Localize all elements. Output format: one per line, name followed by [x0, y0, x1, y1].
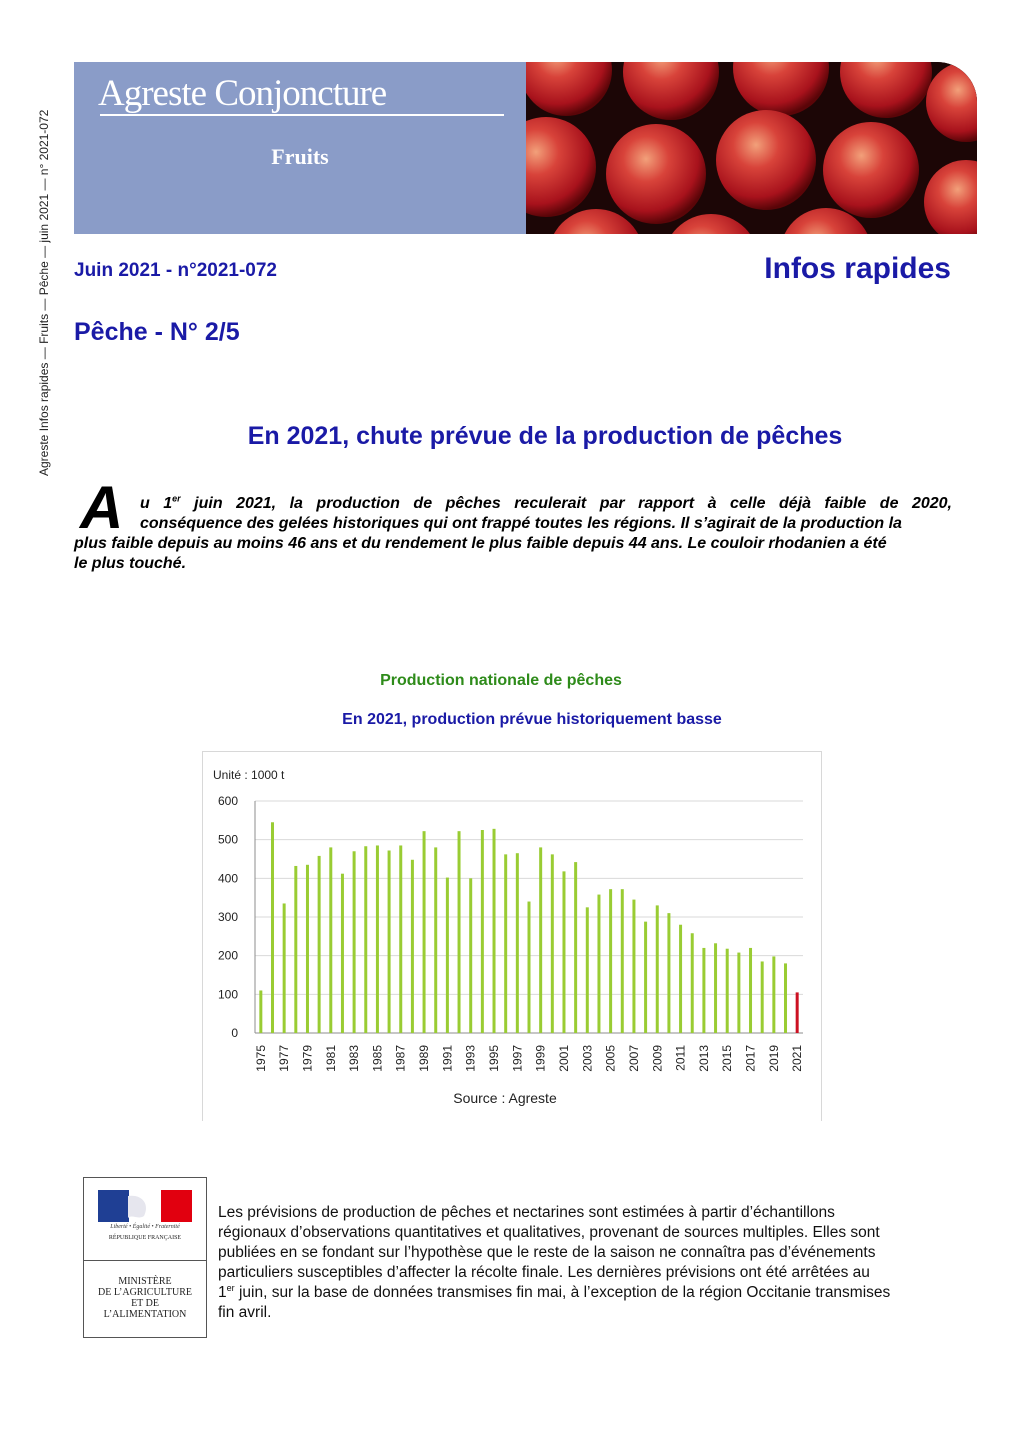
x-tick-label: 1975: [253, 1045, 268, 1072]
issue-date: Juin 2021 - n°2021-072: [74, 260, 277, 281]
x-tick-label: 2021: [790, 1045, 805, 1072]
x-tick-label: 1997: [510, 1045, 525, 1072]
lead-line: plus faible depuis au moins 46 ans et du rendement le plus faible depuis 44 ans. Le couloir rhodanien a été: [74, 535, 887, 552]
bar-1995: [493, 829, 496, 1033]
bar-1985: [376, 845, 379, 1033]
x-tick-label: 2009: [650, 1045, 665, 1072]
ministry-line: MINISTÈRE: [118, 1276, 172, 1287]
bar-2018: [761, 961, 764, 1033]
bar-2016: [737, 953, 740, 1033]
x-tick-label: 2011: [673, 1045, 688, 1071]
x-tick-label: 2019: [766, 1045, 781, 1072]
bar-1983: [353, 851, 356, 1033]
x-tick-label: 1993: [463, 1045, 478, 1072]
bar-1981: [329, 847, 332, 1033]
x-tick-label: 1981: [323, 1045, 338, 1072]
bar-1996: [504, 854, 507, 1033]
bar-2012: [691, 933, 694, 1033]
chart-title: Production nationale de pêches: [380, 672, 622, 689]
bar-2006: [621, 889, 624, 1033]
brand-title: Agreste Conjoncture: [98, 73, 387, 114]
bar-1991: [446, 878, 449, 1033]
y-tick-label: 500: [217, 832, 238, 847]
bar-1992: [458, 831, 461, 1033]
ministry-line: DE L’AGRICULTURE: [98, 1287, 192, 1298]
note-line: publiées en se fondant sur l’hypothèse que le reste de la saison ne connaîtra pas d’événements: [218, 1244, 876, 1261]
bar-2017: [749, 948, 752, 1033]
bar-2008: [644, 922, 647, 1033]
bar-2000: [551, 854, 554, 1033]
note-line: particuliers susceptibles d’affecter la récolte finale. Les dernières prévisions ont été arrêtées au: [218, 1264, 870, 1281]
masthead-title-panel: [74, 62, 526, 234]
marianne-flag-icon: [98, 1190, 192, 1222]
logo-republic: RÉPUBLIQUE FRANÇAISE: [108, 1235, 182, 1241]
masthead-banner: [74, 62, 977, 234]
bar-2003: [586, 907, 589, 1033]
bar-1984: [364, 846, 367, 1033]
bar-1975: [259, 990, 262, 1033]
bar-2020: [784, 963, 787, 1033]
lead-text: juin 2021, la production de pêches reculerait par rapport à celle déjà faible de 2020,: [180, 495, 952, 512]
note-line: régionaux d’observations quantitatives et qualitatives, provenant de sources multiples. Elles sont: [218, 1224, 880, 1241]
y-tick-label: 400: [217, 871, 238, 886]
bar-1979: [306, 865, 309, 1033]
bar-1977: [283, 903, 286, 1033]
y-tick-label: 200: [217, 948, 238, 963]
y-tick-label: 100: [217, 987, 238, 1002]
bar-2005: [609, 889, 612, 1033]
bar-1990: [434, 847, 437, 1033]
y-tick-label: 0: [231, 1026, 238, 1040]
y-tick-label: 300: [217, 910, 238, 924]
bar-2001: [562, 871, 565, 1033]
peaches-photo: [526, 62, 977, 234]
series-number: Pêche - N° 2/5: [74, 318, 240, 346]
bar-1989: [423, 831, 426, 1033]
bar-2007: [632, 900, 635, 1033]
note-line: fin avril.: [218, 1304, 272, 1321]
lead-line: conséquence des gelées historiques qui ont frappé toutes les régions. Il s’agirait de la production la: [140, 515, 902, 532]
peaches-photo-graphic: [526, 62, 977, 234]
x-tick-label: 1977: [277, 1045, 292, 1072]
bar-2011: [679, 925, 682, 1033]
bar-1976: [271, 822, 274, 1033]
publication-type: Infos rapides: [764, 252, 951, 285]
x-tick-label: 2013: [696, 1045, 711, 1072]
x-tick-label: 1999: [533, 1045, 548, 1072]
x-tick-label: 2007: [626, 1045, 641, 1072]
x-tick-label: 2015: [720, 1045, 735, 1072]
bar-2014: [714, 943, 717, 1033]
bar-1987: [399, 845, 402, 1033]
chart-subtitle: En 2021, production prévue historiquement basse: [342, 711, 722, 728]
chart-unit-label: Unité : 1000 t: [213, 768, 285, 782]
bar-2010: [667, 913, 670, 1033]
methodology-note: [218, 1203, 963, 1323]
bar-1993: [469, 878, 472, 1033]
chart-frame: [202, 751, 822, 1121]
brand-underline: [100, 114, 504, 116]
ministry-logo: [83, 1177, 207, 1338]
side-running-title: Agreste Infos rapides — Fruits — Pêche — juin 2021 — n° 2021-072: [37, 109, 51, 476]
bar-2009: [656, 905, 659, 1033]
x-tick-label: 1989: [417, 1045, 432, 1072]
note-line: Les prévisions de production de pêches et nectarines sont estimées à partir d’échantillons: [218, 1204, 835, 1221]
bar-1999: [539, 847, 542, 1033]
bar-1997: [516, 853, 519, 1033]
x-tick-label: 1983: [347, 1045, 362, 1072]
section-label: Fruits: [271, 144, 329, 169]
bar-2002: [574, 862, 577, 1033]
production-bar-chart: [203, 752, 821, 1121]
note-line: [218, 1283, 963, 1303]
note-text: juin, sur la base de données transmises fin mai, à l’exception de la région Occitanie transmises: [234, 1284, 891, 1301]
bar-2021: [796, 992, 799, 1033]
lead-line: [74, 494, 952, 514]
x-tick-label: 1995: [487, 1045, 502, 1072]
drop-cap: A: [80, 474, 124, 541]
bar-1980: [318, 856, 321, 1033]
bar-2015: [726, 949, 729, 1033]
bar-1988: [411, 860, 414, 1033]
x-tick-label: 1991: [440, 1045, 455, 1072]
ministry-line: L’ALIMENTATION: [103, 1309, 187, 1320]
logo-divider: [84, 1260, 206, 1261]
bar-2013: [702, 948, 705, 1033]
note-superscript: er: [226, 1282, 235, 1293]
note-text: 1: [218, 1284, 227, 1301]
bar-1982: [341, 874, 344, 1033]
x-tick-label: 2017: [743, 1045, 758, 1072]
ministry-line: ET DE: [131, 1298, 159, 1309]
lead-text: u 1: [140, 495, 173, 512]
bar-1998: [528, 902, 531, 1033]
bar-2019: [772, 956, 775, 1033]
x-tick-label: 1979: [300, 1045, 315, 1072]
bar-1994: [481, 830, 484, 1033]
lead-paragraph: [74, 494, 952, 574]
x-tick-label: 2003: [580, 1045, 595, 1072]
bar-1978: [294, 866, 297, 1033]
lead-superscript: er: [172, 493, 181, 504]
logo-motto: Liberté • Égalité • Fraternité: [110, 1224, 180, 1230]
x-tick-label: 1985: [370, 1045, 385, 1072]
headline: En 2021, chute prévue de la production de pêches: [247, 422, 843, 450]
x-tick-label: 2005: [603, 1045, 618, 1072]
x-tick-label: 1987: [393, 1045, 408, 1072]
y-tick-label: 600: [217, 794, 238, 808]
logo-ministry: [86, 1276, 204, 1320]
bar-1986: [388, 850, 391, 1033]
bar-2004: [597, 895, 600, 1033]
x-tick-label: 2001: [556, 1045, 571, 1072]
chart-source: Source : Agreste: [453, 1090, 557, 1106]
lead-line: le plus touché.: [74, 555, 187, 572]
